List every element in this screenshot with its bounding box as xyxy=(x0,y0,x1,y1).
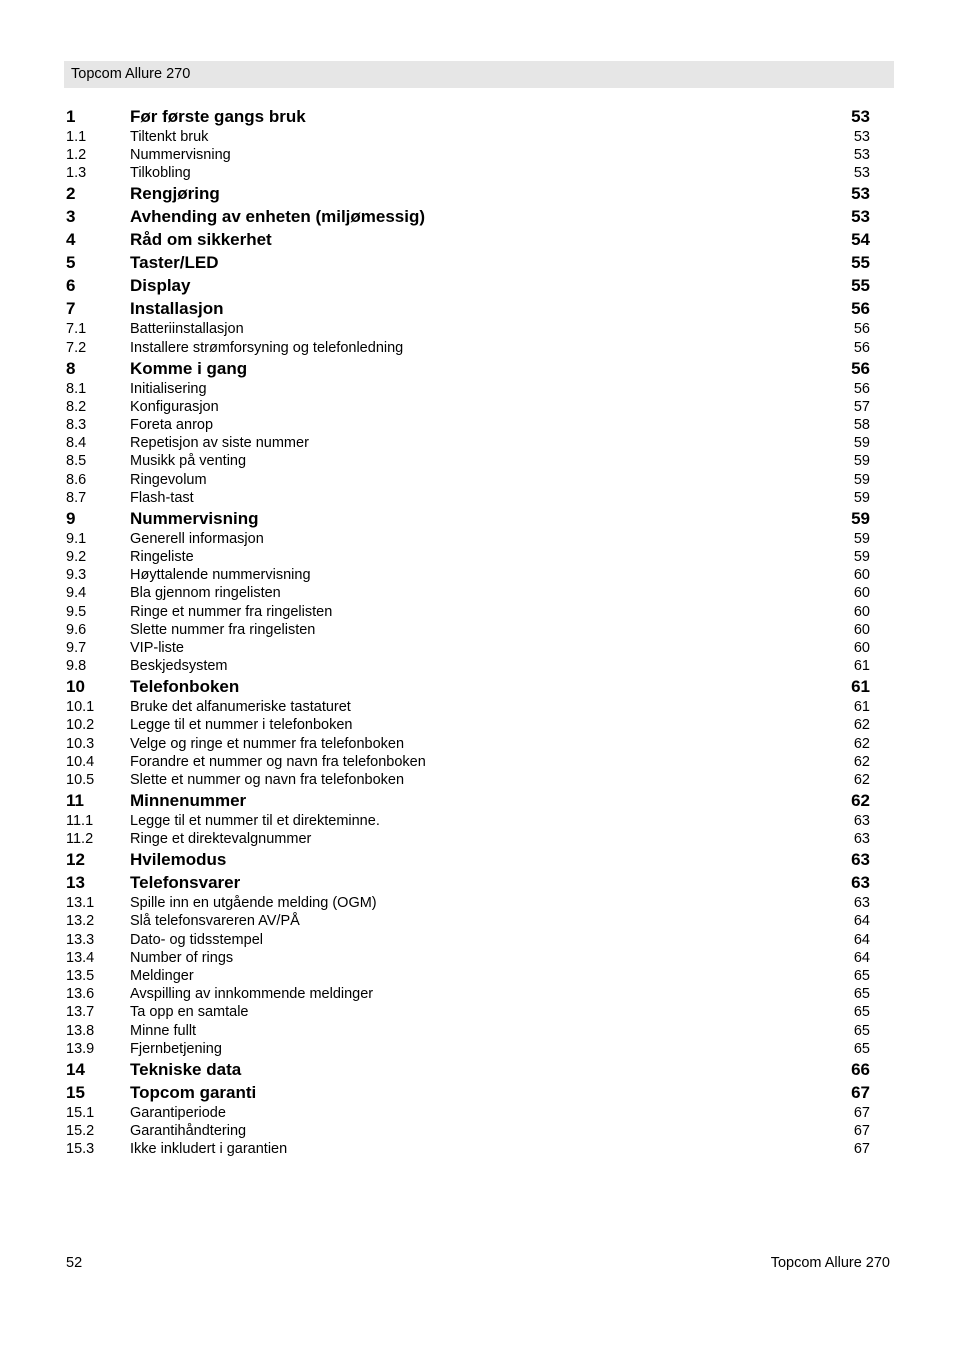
toc-num: 9.5 xyxy=(66,603,87,620)
toc-section-row[interactable] xyxy=(0,490,954,508)
toc-num: 12 xyxy=(66,850,85,870)
toc-page: 62 xyxy=(853,772,870,788)
toc-num: 7 xyxy=(66,299,76,319)
toc-section-row[interactable] xyxy=(0,381,954,399)
toc-title: Avspilling av innkommende meldinger xyxy=(130,986,374,1003)
toc-title: Hvilemodus xyxy=(130,850,227,870)
toc-page: 53 xyxy=(853,129,870,145)
toc-num: 8.7 xyxy=(66,489,87,506)
toc-section-row[interactable] xyxy=(0,165,954,183)
toc-title: Ringe et nummer fra ringelisten xyxy=(130,603,333,620)
toc-chapter-row[interactable] xyxy=(0,359,954,381)
toc-num: 8.3 xyxy=(66,417,87,433)
toc-num: 8.5 xyxy=(66,453,87,470)
toc-title: Foreta anrop xyxy=(130,417,214,433)
toc-page: 55 xyxy=(851,276,870,296)
toc-chapter-row[interactable] xyxy=(0,850,954,872)
toc-title: Installere strømforsyning og telefonledning xyxy=(130,339,404,356)
toc-title: Telefonboken xyxy=(130,677,240,697)
toc-num: 10.2 xyxy=(66,717,95,734)
toc-num: 10.5 xyxy=(66,772,95,788)
toc-page: 59 xyxy=(853,549,870,565)
toc-page: 67 xyxy=(853,1104,870,1121)
toc-title: Råd om sikkerhet xyxy=(130,230,272,250)
toc-page: 63 xyxy=(851,850,870,870)
toc-num: 13.9 xyxy=(66,1040,95,1057)
toc-page: 61 xyxy=(851,677,870,697)
toc-section-row[interactable] xyxy=(0,813,954,831)
toc-chapter-row[interactable] xyxy=(0,184,954,206)
toc-num: 7.1 xyxy=(66,321,87,338)
toc-title: VIP-liste xyxy=(130,640,184,656)
toc-num: 10.4 xyxy=(66,753,95,770)
toc-page: 63 xyxy=(853,813,870,829)
toc-page: 56 xyxy=(851,358,870,378)
toc-page: 65 xyxy=(853,1040,870,1057)
toc-num: 13.2 xyxy=(66,913,95,930)
toc-section-row[interactable] xyxy=(0,585,954,603)
toc-title: Bruke det alfanumeriske tastaturet xyxy=(130,699,351,716)
toc-page: 60 xyxy=(853,621,870,638)
toc-title: Initialisering xyxy=(130,380,207,397)
toc-page: 59 xyxy=(853,530,870,547)
toc-page: 53 xyxy=(851,184,870,204)
toc-chapter-row[interactable] xyxy=(0,791,954,813)
toc-num: 1.2 xyxy=(66,147,87,164)
footer-page-number: 52 xyxy=(66,1255,83,1271)
toc-title: Installasjon xyxy=(130,299,224,319)
toc-num: 15.3 xyxy=(66,1141,95,1158)
toc-page: 59 xyxy=(853,453,870,470)
toc-section-row[interactable] xyxy=(0,968,954,986)
toc-page: 59 xyxy=(853,471,870,488)
toc-chapter-row[interactable] xyxy=(0,677,954,699)
toc-num: 9.8 xyxy=(66,658,87,675)
toc-title: Beskjedsystem xyxy=(130,658,228,675)
toc-chapter-row[interactable] xyxy=(0,873,954,895)
toc-num: 1 xyxy=(66,107,76,126)
toc-title: Velge og ringe et nummer fra telefonboken xyxy=(130,735,405,752)
toc-page: 65 xyxy=(853,986,870,1003)
toc-page: 56 xyxy=(853,321,870,338)
toc-page: 57 xyxy=(853,398,870,415)
toc-title: Ikke inkludert i garantien xyxy=(130,1141,288,1158)
toc-title: Minne fullt xyxy=(130,1022,197,1039)
toc-section-row[interactable] xyxy=(0,453,954,471)
toc-title: Flash-tast xyxy=(130,489,194,506)
toc-title: Høyttalende nummervisning xyxy=(130,567,311,584)
toc-title: Rengjøring xyxy=(130,184,220,204)
toc-section-row[interactable] xyxy=(0,435,954,453)
toc-section-row[interactable] xyxy=(0,1023,954,1041)
toc-num: 6 xyxy=(66,276,76,296)
toc-section-row[interactable] xyxy=(0,699,954,717)
toc-page: 56 xyxy=(851,299,870,319)
toc-num: 10.1 xyxy=(66,699,95,716)
toc-num: 1.1 xyxy=(66,129,87,145)
toc-title: Dato- og tidsstempel xyxy=(130,931,263,948)
header-title: Topcom Allure 270 xyxy=(71,66,191,82)
toc-section-row[interactable] xyxy=(0,1105,954,1123)
toc-chapter-row[interactable] xyxy=(0,1060,954,1082)
toc-section-row[interactable] xyxy=(0,472,954,490)
toc-num: 9.3 xyxy=(66,567,87,584)
toc-section-row[interactable] xyxy=(0,1041,954,1059)
toc-page: 64 xyxy=(853,949,870,966)
toc-section-row[interactable] xyxy=(0,658,954,676)
toc-title: Slette et nummer og navn fra telefonboken xyxy=(130,772,405,788)
toc-section-row[interactable] xyxy=(0,147,954,165)
toc-title: Ta opp en samtale xyxy=(130,1004,249,1021)
toc-num: 10 xyxy=(66,677,85,697)
toc-page: 64 xyxy=(853,931,870,948)
toc-title: Batteriinstallasjon xyxy=(130,321,244,338)
toc-chapter-row[interactable] xyxy=(0,1083,954,1105)
toc-page: 67 xyxy=(853,1123,870,1139)
toc-section-row[interactable] xyxy=(0,549,954,567)
toc-section-row[interactable] xyxy=(0,950,954,968)
toc-title: Legge til et nummer til et direkteminne. xyxy=(130,813,380,829)
toc-num: 1.3 xyxy=(66,165,87,182)
toc-num: 13 xyxy=(66,873,85,893)
footer-product-name: Topcom Allure 270 xyxy=(770,1255,890,1271)
toc-title: Fjernbetjening xyxy=(130,1040,222,1057)
toc-page: 56 xyxy=(853,339,870,356)
toc-section-row[interactable] xyxy=(0,1123,954,1141)
toc-num: 3 xyxy=(66,207,76,227)
toc-page: 60 xyxy=(853,567,870,584)
toc-num: 9.2 xyxy=(66,549,87,565)
toc-page: 63 xyxy=(853,895,870,912)
toc-num: 13.1 xyxy=(66,895,95,912)
toc-page: 60 xyxy=(853,640,870,656)
toc-chapter-row[interactable] xyxy=(0,276,954,298)
toc-title: Garantiperiode xyxy=(130,1104,226,1121)
toc-title: Nummervisning xyxy=(130,508,259,528)
toc-num: 13.7 xyxy=(66,1004,95,1021)
toc-page: 53 xyxy=(853,147,870,164)
toc-num: 13.4 xyxy=(66,949,95,966)
toc-page: 63 xyxy=(853,831,870,848)
toc-section-row[interactable] xyxy=(0,1004,954,1022)
toc-chapter-row[interactable] xyxy=(0,253,954,275)
toc-title: Minnenummer xyxy=(130,791,247,810)
toc-title: Avhending av enheten (miljømessig) xyxy=(130,207,426,227)
toc-num: 13.5 xyxy=(66,968,95,984)
toc-num: 5 xyxy=(66,253,76,273)
toc-page: 61 xyxy=(853,699,870,716)
toc-num: 8.2 xyxy=(66,398,87,415)
toc-section-row[interactable] xyxy=(0,736,954,754)
toc-num: 9.4 xyxy=(66,585,87,602)
toc-page: 67 xyxy=(851,1082,870,1102)
toc-page: 59 xyxy=(853,435,870,452)
toc-num: 11 xyxy=(66,791,84,810)
toc-num: 9 xyxy=(66,508,76,528)
toc-page: 53 xyxy=(851,207,870,227)
toc-section-row[interactable] xyxy=(0,604,954,622)
toc-page: 60 xyxy=(853,585,870,602)
toc-title: Tilkobling xyxy=(130,165,191,182)
toc-section-row[interactable] xyxy=(0,895,954,913)
toc-page: 59 xyxy=(851,508,870,528)
toc-page: 60 xyxy=(853,603,870,620)
toc-page: 63 xyxy=(851,873,870,893)
toc-title: Legge til et nummer i telefonboken xyxy=(130,717,353,734)
toc-section-row[interactable] xyxy=(0,567,954,585)
toc-section-row[interactable] xyxy=(0,531,954,549)
toc-page: 65 xyxy=(853,968,870,984)
toc-page: 55 xyxy=(851,253,870,273)
toc-title: Tekniske data xyxy=(130,1059,242,1079)
toc-page: 65 xyxy=(853,1022,870,1039)
toc-section-row[interactable] xyxy=(0,622,954,640)
toc-section-row[interactable] xyxy=(0,417,954,435)
toc-title: Ringevolum xyxy=(130,471,207,488)
toc-num: 14 xyxy=(66,1059,85,1079)
toc-section-row[interactable] xyxy=(0,831,954,849)
toc-num: 8 xyxy=(66,358,76,378)
toc-chapter-row[interactable] xyxy=(0,299,954,321)
toc-num: 11.1 xyxy=(66,813,94,829)
toc-title: Forandre et nummer og navn fra telefonboken xyxy=(130,753,426,770)
toc-page: 67 xyxy=(853,1141,870,1158)
toc-page: 65 xyxy=(853,1004,870,1021)
toc-title: Bla gjennom ringelisten xyxy=(130,585,281,602)
toc-section-row[interactable] xyxy=(0,754,954,772)
toc-title: Før første gangs bruk xyxy=(130,107,306,126)
toc-title: Konfigurasjon xyxy=(130,398,219,415)
toc-title: Generell informasjon xyxy=(130,530,264,547)
toc-section-row[interactable] xyxy=(0,340,954,358)
toc-page: 56 xyxy=(853,380,870,397)
toc-title: Komme i gang xyxy=(130,358,248,378)
toc-page: 62 xyxy=(853,735,870,752)
toc-num: 13.8 xyxy=(66,1022,95,1039)
toc-num: 13.3 xyxy=(66,931,95,948)
toc-chapter-row[interactable] xyxy=(0,107,954,129)
toc-section-row[interactable] xyxy=(0,640,954,658)
toc-section-row[interactable] xyxy=(0,772,954,790)
toc-page: 62 xyxy=(853,753,870,770)
toc-title: Ringeliste xyxy=(130,549,194,565)
toc-section-row[interactable] xyxy=(0,129,954,147)
toc-page: 66 xyxy=(851,1059,870,1079)
toc-title: Repetisjon av siste nummer xyxy=(130,435,309,452)
toc-num: 13.6 xyxy=(66,986,95,1003)
toc-page: 54 xyxy=(851,230,870,250)
toc-page: 62 xyxy=(853,717,870,734)
toc-title: Topcom garanti xyxy=(130,1082,257,1102)
toc-num: 7.2 xyxy=(66,339,87,356)
toc-page: 61 xyxy=(853,658,870,675)
toc-title: Display xyxy=(130,276,191,296)
toc-page: 53 xyxy=(853,165,870,182)
toc-num: 15.2 xyxy=(66,1123,95,1139)
toc-section-row[interactable] xyxy=(0,1141,954,1159)
toc-page: 58 xyxy=(853,417,870,433)
toc-num: 15 xyxy=(66,1082,85,1102)
toc-section-row[interactable] xyxy=(0,717,954,735)
toc-title: Meldinger xyxy=(130,968,194,984)
toc-num: 8.4 xyxy=(66,435,87,452)
toc-num: 8.1 xyxy=(66,380,87,397)
toc-title: Tiltenkt bruk xyxy=(130,129,209,145)
toc-title: Garantihåndtering xyxy=(130,1123,247,1139)
toc-title: Ringe et direktevalgnummer xyxy=(130,831,312,848)
toc-num: 9.1 xyxy=(66,530,87,547)
toc-num: 8.6 xyxy=(66,471,87,488)
toc-page: 53 xyxy=(851,107,870,126)
toc-title: Nummervisning xyxy=(130,147,231,164)
toc-page: 62 xyxy=(851,791,870,810)
toc-num: 9.6 xyxy=(66,621,87,638)
toc-num: 15.1 xyxy=(66,1104,95,1121)
toc-num: 9.7 xyxy=(66,640,87,656)
toc-section-row[interactable] xyxy=(0,932,954,950)
toc-chapter-row[interactable] xyxy=(0,230,954,252)
toc-page: 64 xyxy=(853,913,870,930)
toc-section-row[interactable] xyxy=(0,913,954,931)
toc-section-row[interactable] xyxy=(0,986,954,1004)
toc-num: 11.2 xyxy=(66,831,94,848)
toc-title: Taster/LED xyxy=(130,253,219,273)
toc-num: 10.3 xyxy=(66,735,95,752)
toc-num: 4 xyxy=(66,230,76,250)
toc-chapter-row[interactable] xyxy=(0,207,954,229)
toc-section-row[interactable] xyxy=(0,321,954,339)
toc-title: Number of rings xyxy=(130,949,234,966)
toc-title: Spille inn en utgående melding (OGM) xyxy=(130,895,377,912)
toc-title: Slå telefonsvareren AV/PÅ xyxy=(130,913,300,930)
toc-chapter-row[interactable] xyxy=(0,509,954,531)
toc-section-row[interactable] xyxy=(0,399,954,417)
toc-title: Telefonsvarer xyxy=(130,873,241,893)
toc-title: Musikk på venting xyxy=(130,453,247,470)
toc-page: 59 xyxy=(853,489,870,506)
toc-num: 2 xyxy=(66,184,76,204)
toc-title: Slette nummer fra ringelisten xyxy=(130,621,316,638)
